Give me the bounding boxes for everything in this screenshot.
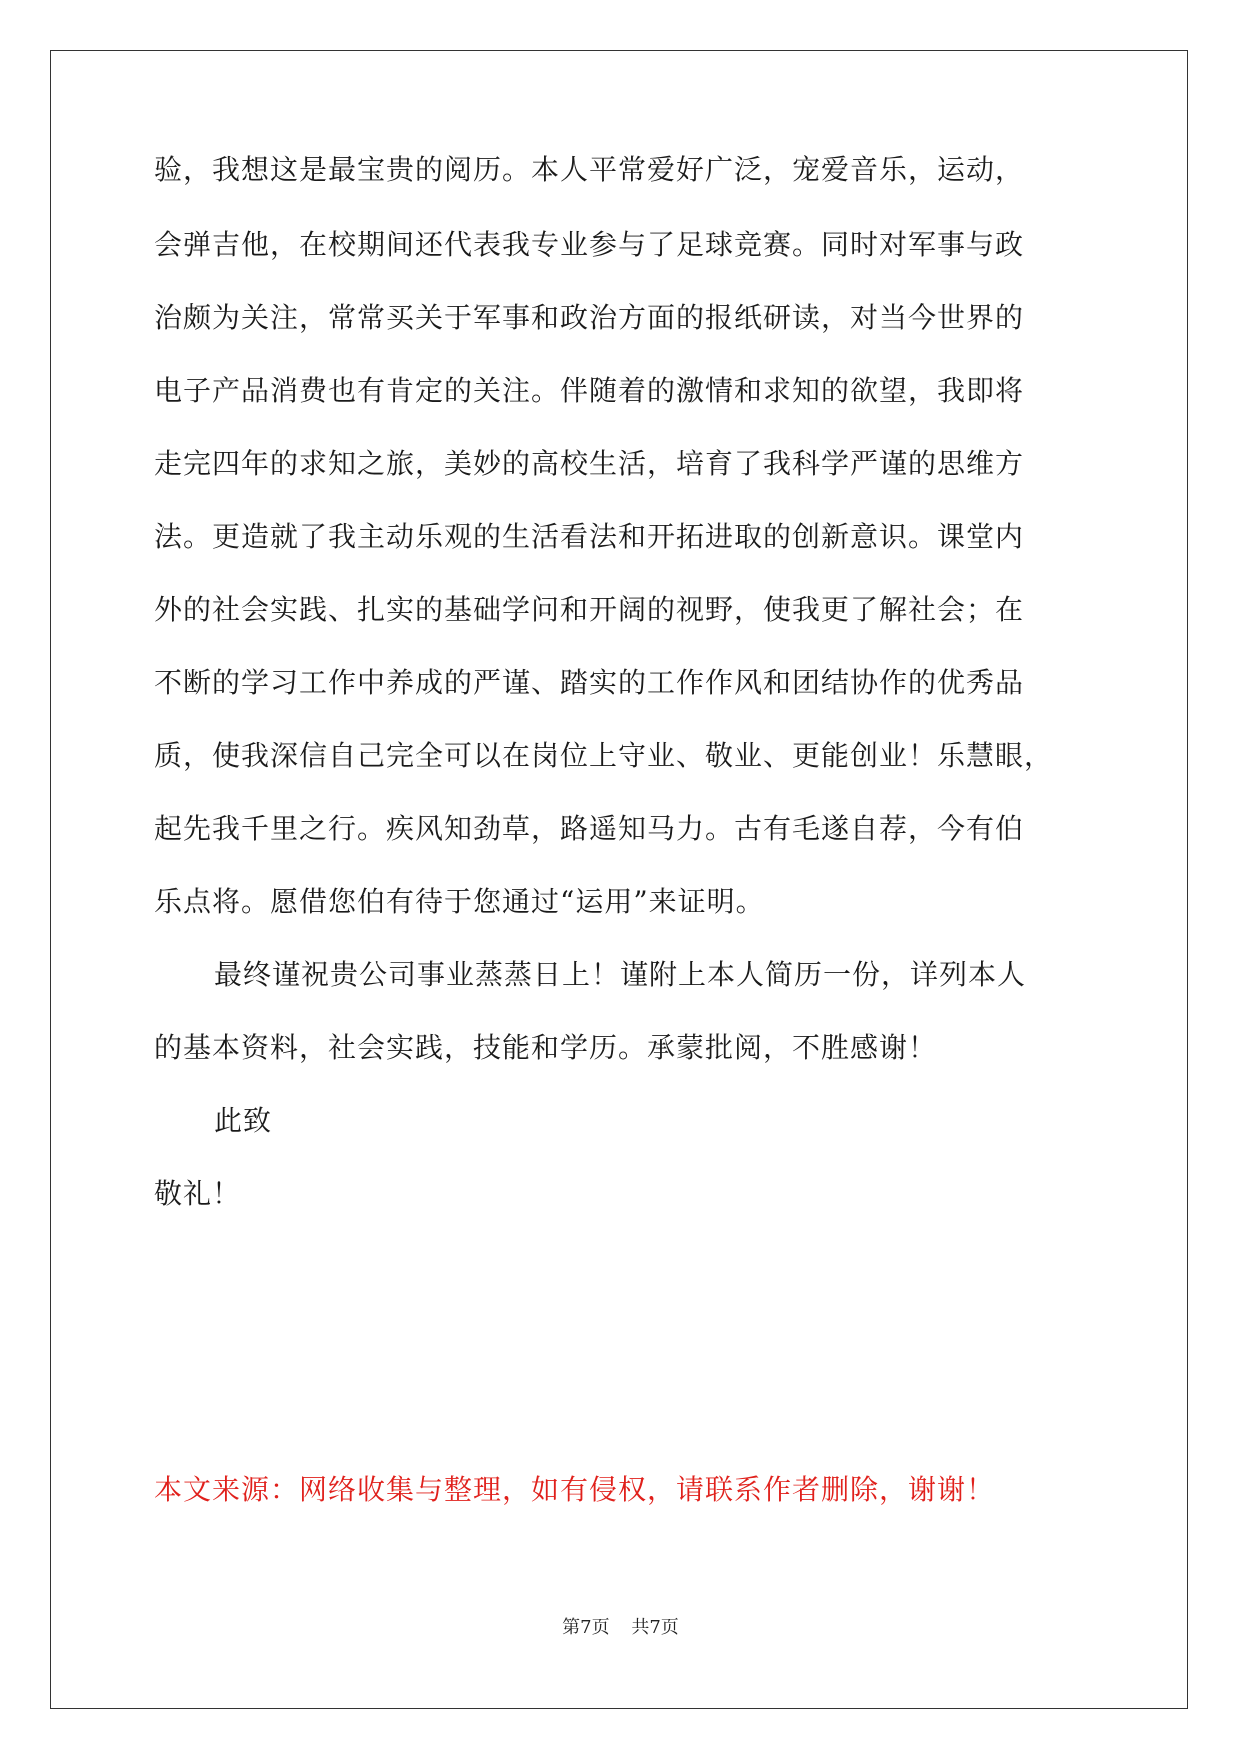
- body-line-11: 乐点将。愿借您伯有待于您通过“运用”来证明。: [154, 885, 765, 918]
- body-line-7: 外的社会实践、扎实的基础学问和开阔的视野，使我更了解社会；在: [154, 593, 1025, 626]
- closing-line-1: 最终谨祝贵公司事业蒸蒸日上！谨附上本人简历一份，详列本人: [214, 958, 1027, 991]
- body-line-3: 治颇为关注，常常买关于军事和政治方面的报纸研读，对当今世界的: [154, 301, 1025, 334]
- salutation-jingli: 敬礼！: [154, 1177, 242, 1210]
- body-line-5: 走完四年的求知之旅，美妙的高校生活，培育了我科学严谨的思维方: [154, 447, 1025, 480]
- page-total: 共7页: [631, 1617, 679, 1638]
- body-line-2: 会弹吉他，在校期间还代表我专业参与了足球竞赛。同时对军事与政: [154, 228, 1025, 261]
- salutation-cizhi: 此致: [214, 1104, 273, 1137]
- body-line-1: 验，我想这是最宝贵的阅历。本人平常爱好广泛，宠爱音乐，运动，: [154, 153, 1025, 186]
- page-current: 第7页: [562, 1617, 610, 1638]
- body-line-8: 不断的学习工作中养成的严谨、踏实的工作作风和团结协作的优秀品: [154, 666, 1025, 699]
- body-line-4: 电子产品消费也有肯定的关注。伴随着的激情和求知的欲望，我即将: [154, 374, 1025, 407]
- body-line-10: 起先我千里之行。疾风知劲草，路遥知马力。古有毛遂自荐，今有伯: [154, 812, 1025, 845]
- source-note: 本文来源：网络收集与整理，如有侵权，请联系作者删除，谢谢！: [154, 1473, 996, 1506]
- closing-line-2: 的基本资料，社会实践，技能和学历。承蒙批阅，不胜感谢！: [154, 1031, 938, 1064]
- body-line-6: 法。更造就了我主动乐观的生活看法和开拓进取的创新意识。课堂内: [154, 520, 1025, 553]
- body-line-9: 质，使我深信自己完全可以在岗位上守业、敬业、更能创业！乐慧眼，: [154, 739, 1054, 772]
- page-footer: [0, 1616, 1241, 1640]
